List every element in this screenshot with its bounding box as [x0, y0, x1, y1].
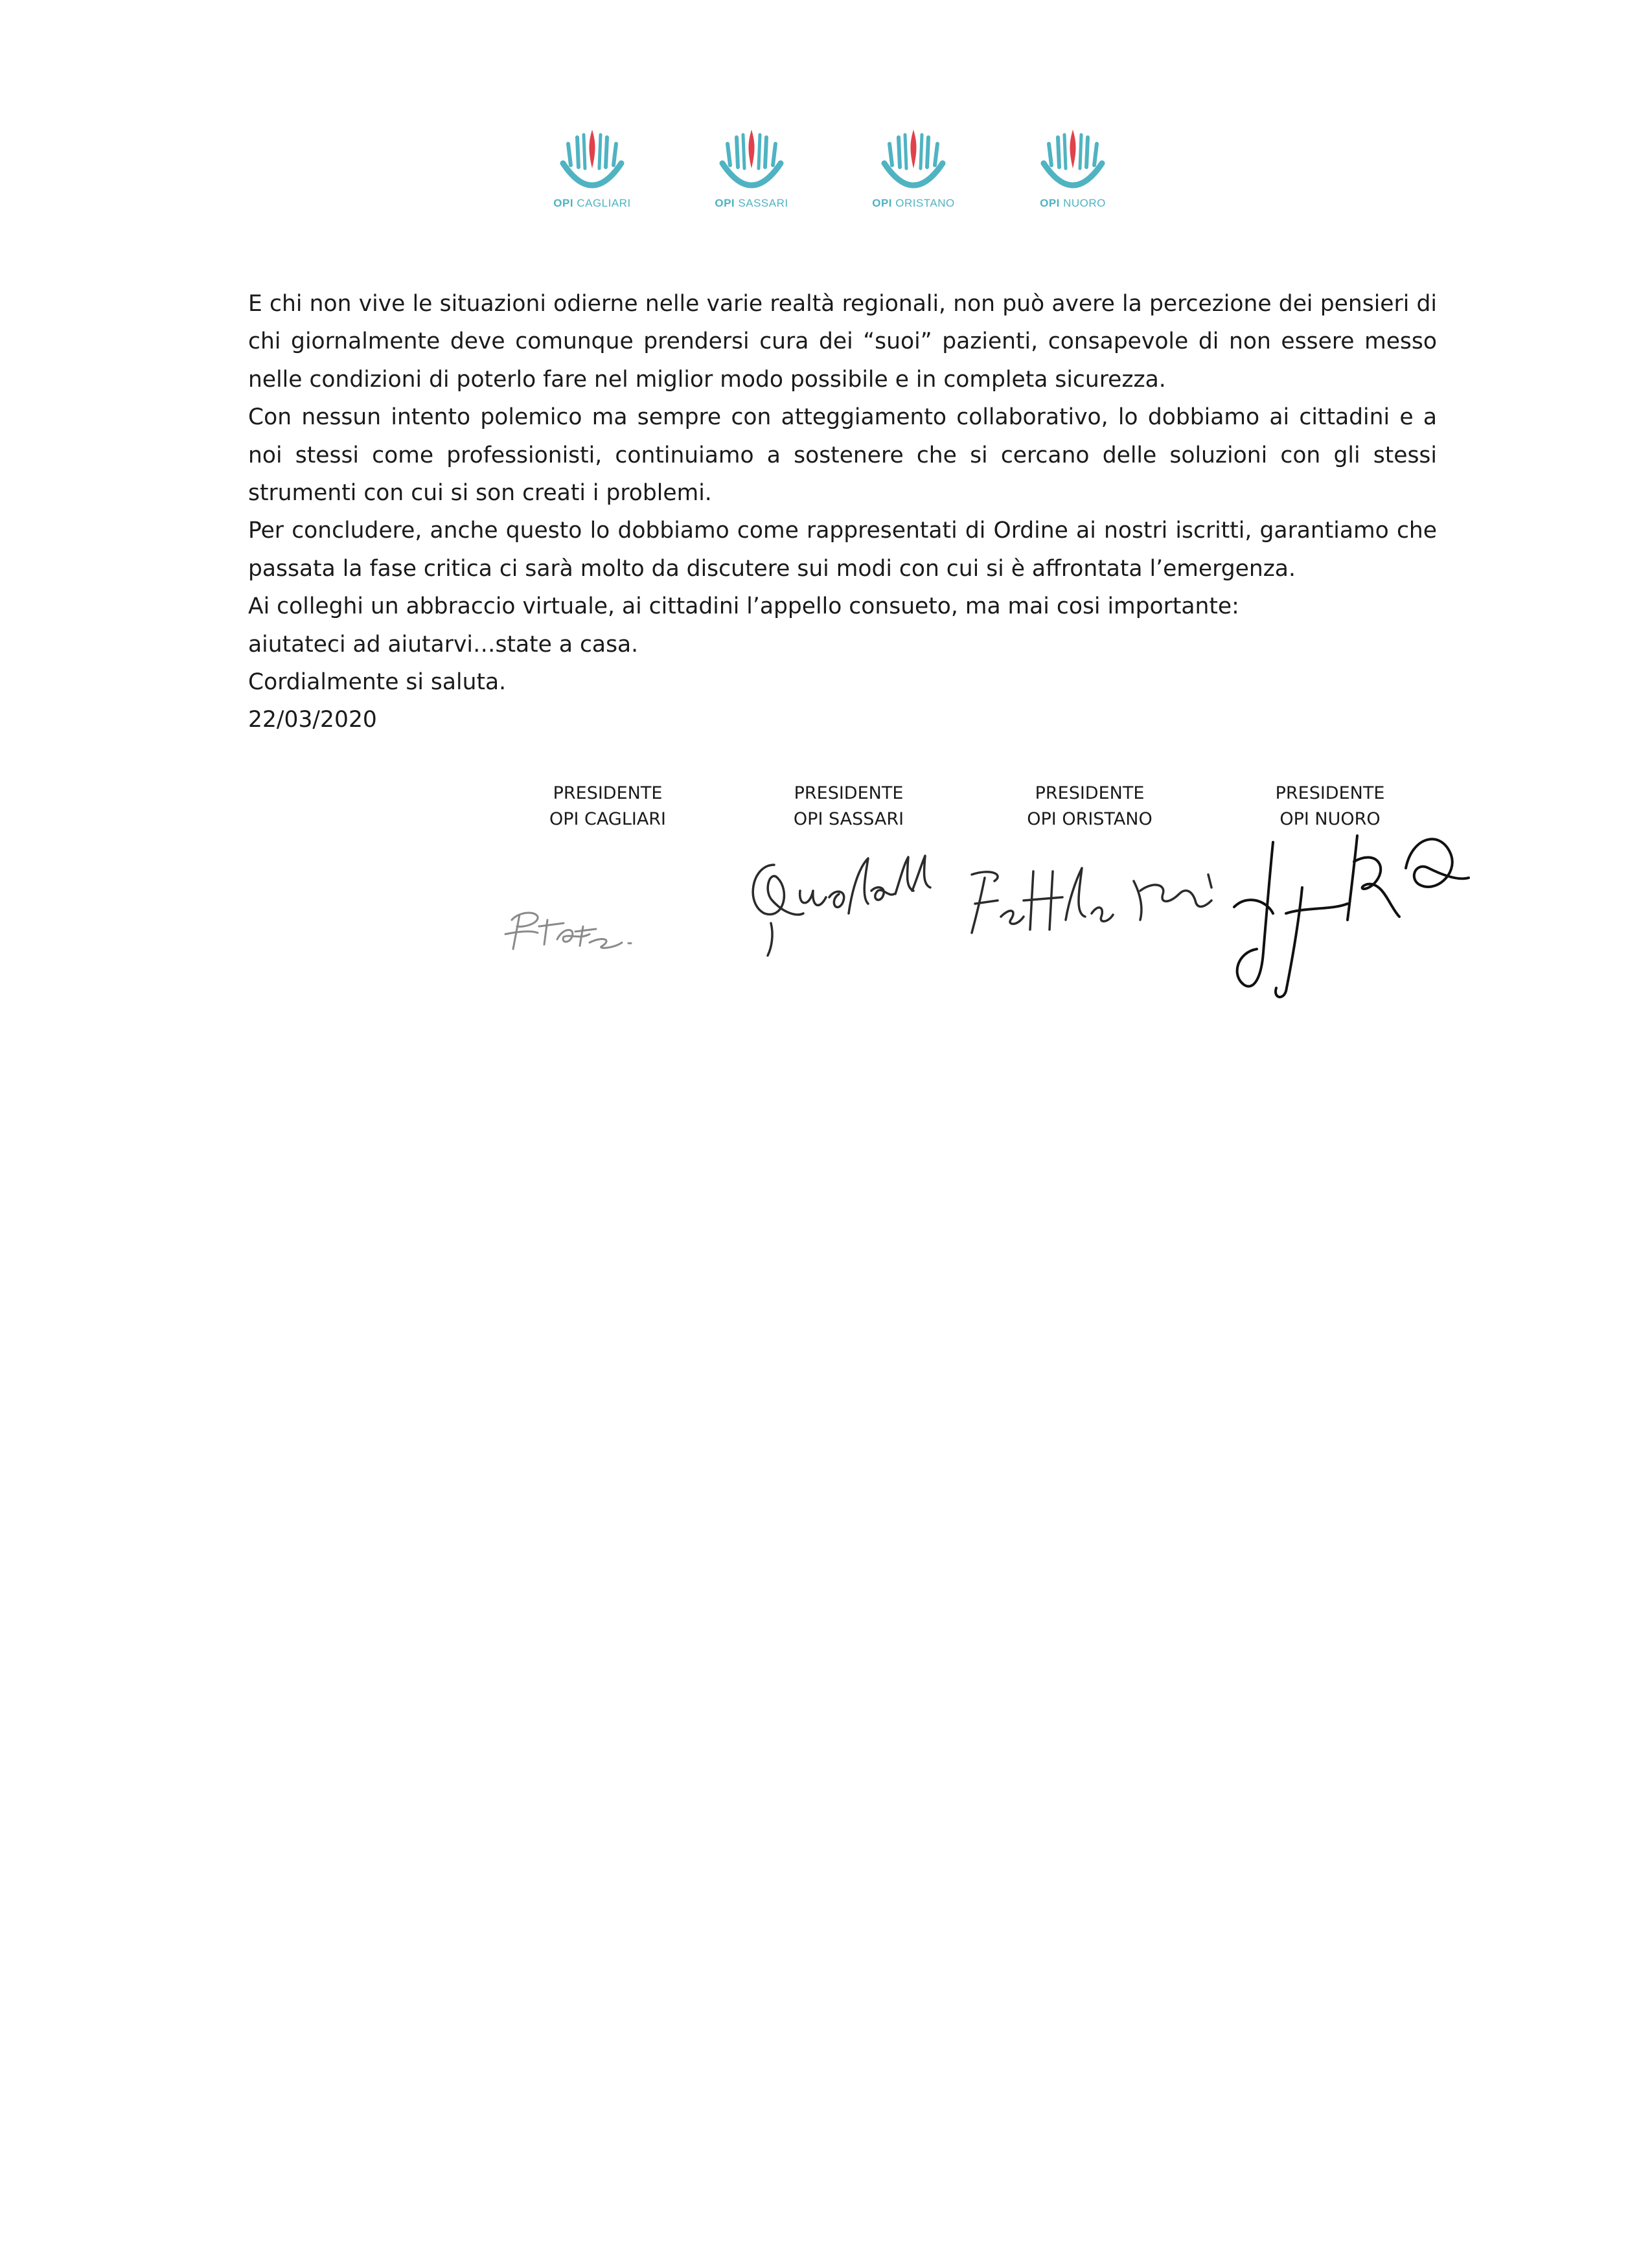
signatory-role: PRESIDENTE — [1035, 783, 1145, 803]
signatory-org: OPI SASSARI — [793, 809, 904, 829]
closing-salutation: Cordialmente si saluta. — [248, 669, 507, 696]
signatory-role: PRESIDENTE — [794, 783, 904, 803]
logo-opi-sassari — [674, 130, 829, 220]
logo-city: ORISTANO — [895, 197, 955, 209]
signature-cagliari — [499, 888, 661, 965]
logo-opi-nuoro — [995, 130, 1151, 220]
opi-logo-icon — [1037, 130, 1108, 194]
logo-brand: OPI — [715, 197, 735, 209]
logo-city: SASSARI — [738, 197, 788, 209]
letter-date: 22/03/2020 — [248, 707, 377, 733]
logo-opi-cagliari — [514, 130, 670, 220]
letter-body — [248, 285, 1437, 739]
signatory-org: OPI CAGLIARI — [549, 809, 667, 829]
opi-logo-icon — [556, 130, 628, 194]
signature-nuoro — [1228, 823, 1471, 1004]
signatory-cagliari — [498, 781, 718, 832]
signature-oristano — [946, 855, 1218, 952]
signatory-org: OPI ORISTANO — [1027, 809, 1153, 829]
logo-opi-oristano — [836, 130, 991, 220]
signatory-role: PRESIDENTE — [553, 783, 663, 803]
signatory-role: PRESIDENTE — [1275, 783, 1385, 803]
logo-brand: OPI — [872, 197, 893, 209]
logo-brand: OPI — [553, 197, 574, 209]
paragraph: Con nessun intento polemico ma sempre con atteggiamento collaborativo, lo dobbiamo ai cittadini e a noi stessi come professionisti, continuiamo a sostenere che si cercano delle soluzioni con gli stessi strumenti con cui si son creati i problemi. — [248, 404, 1437, 507]
opi-logo-icon — [878, 130, 949, 194]
header-logos — [0, 130, 1652, 220]
signature-sassari — [739, 852, 933, 962]
paragraph: Per concludere, anche questo lo dobbiamo come rappresentati di Ordine ai nostri iscritti, garantiamo che passata la fase critica ci sarà molto da discutere sui modi con cui si è affrontata l’emergenza. — [248, 518, 1437, 582]
signatory-sassari — [739, 781, 959, 832]
signatory-oristano — [980, 781, 1200, 832]
letter-line: aiutateci ad aiutarvi…state a casa. — [248, 631, 639, 658]
letter-line: Ai colleghi un abbraccio virtuale, ai cittadini l’appello consueto, ma mai cosi importante: — [248, 593, 1239, 620]
signatory-org: OPI NUORO — [1279, 809, 1381, 829]
logo-city: CAGLIARI — [577, 197, 631, 209]
logo-city: NUORO — [1063, 197, 1106, 209]
paragraph: E chi non vive le situazioni odierne nelle varie realtà regionali, non può avere la percezione dei pensieri di chi giornalmente deve comunque prendersi cura dei “suoi” pazienti, consapevole di non essere messo nelle condizioni di poterlo fare nel miglior modo possibile e in completa sicurezza. — [248, 291, 1437, 393]
opi-logo-icon — [716, 130, 787, 194]
logo-brand: OPI — [1040, 197, 1060, 209]
